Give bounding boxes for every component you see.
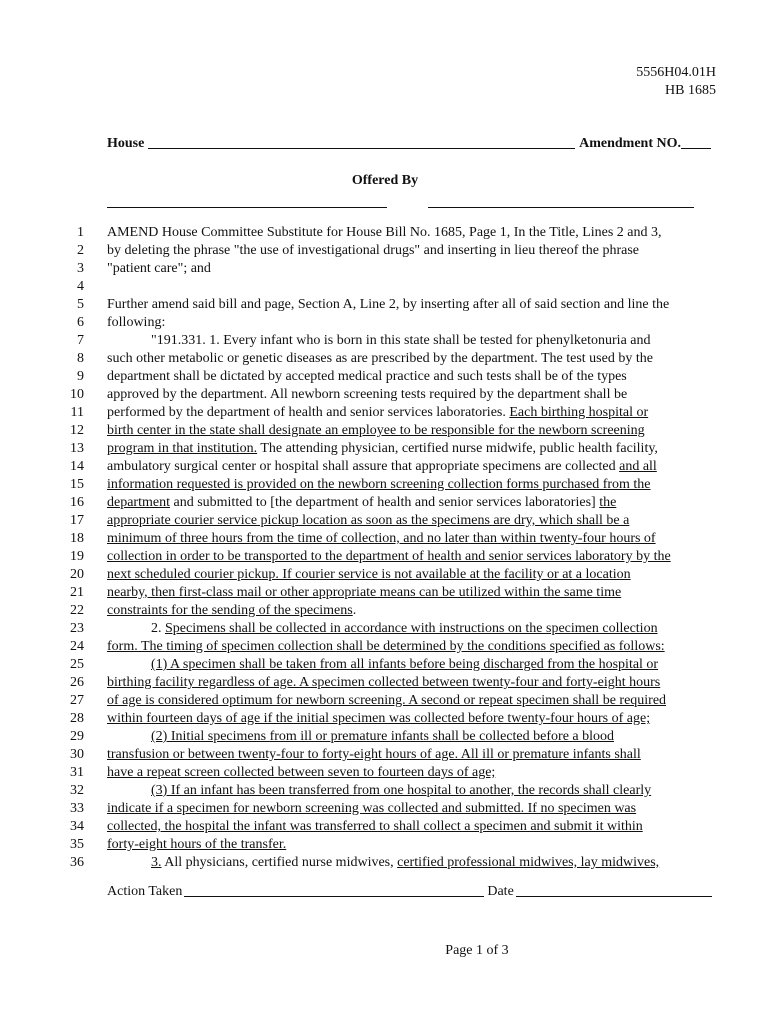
inserted-text-segment: (1) A specimen shall be taken from all infants before being discharged from the hospital or: [151, 657, 659, 672]
line-text: [107, 656, 717, 674]
document-line: [0, 494, 770, 512]
line-text: [107, 566, 717, 584]
document-line: [0, 242, 770, 260]
document-line: [0, 530, 770, 548]
document-line: [0, 422, 770, 440]
text-segment: such other metabolic or genetic diseases as are prescribed by the department. The test used by the: [107, 351, 653, 366]
offered-by-label: Offered By: [351, 173, 419, 188]
amendment-label: Amendment NO.: [579, 136, 681, 151]
document-line: [0, 782, 770, 800]
line-number: 17: [70, 513, 84, 528]
line-number: 24: [70, 639, 84, 654]
text-segment: following:: [107, 315, 166, 330]
line-text: [107, 638, 717, 656]
line-text: [107, 476, 717, 494]
document-line: [0, 638, 770, 656]
text-segment: ambulatory surgical center or hospital shall assure that appropriate specimens are collected: [107, 459, 620, 474]
inserted-text-segment: department: [107, 495, 170, 510]
line-text: [107, 602, 717, 620]
document-line: [0, 350, 770, 368]
inserted-text-segment: Specimens shall be collected in accordance with instructions on the specimen collection: [165, 621, 658, 636]
document-line: [0, 692, 770, 710]
document-line: [0, 368, 770, 386]
line-text: [107, 674, 717, 692]
document-line: [0, 584, 770, 602]
line-number: 18: [70, 531, 84, 546]
line-number: 25: [70, 657, 84, 672]
document-line: [0, 386, 770, 404]
line-text: [107, 368, 717, 386]
date-label: Date: [487, 884, 514, 899]
sponsor-signature-line-left: [107, 207, 387, 208]
action-taken-blank: [184, 884, 484, 897]
document-line: [0, 296, 770, 314]
bill-number: HB 1685: [665, 83, 716, 98]
house-label: House: [107, 136, 145, 151]
line-number: 36: [70, 855, 84, 870]
document-line: [0, 854, 770, 872]
house-amendment-row: [107, 136, 711, 153]
line-number: 32: [70, 783, 84, 798]
document-line: [0, 620, 770, 638]
document-line: [0, 404, 770, 422]
text-segment: by deleting the phrase "the use of investigational drugs" and inserting in lieu thereof the phrase: [107, 243, 640, 258]
inserted-text-segment: (3) If an infant has been transferred from one hospital to another, the records shall clearly: [151, 783, 652, 798]
line-text: [107, 854, 717, 872]
sponsor-signature-line-right: [428, 207, 694, 208]
line-text: [107, 350, 717, 368]
document-line: [0, 818, 770, 836]
document-line: [0, 278, 770, 296]
line-text: [107, 818, 717, 836]
line-number: 11: [70, 405, 84, 420]
text-segment: .: [352, 603, 357, 618]
inserted-text-segment: of age is considered optimum for newborn screening. A second or repeat specimen shall be required: [107, 693, 667, 708]
inserted-text-segment: constraints for the sending of the specimens: [107, 603, 353, 618]
text-segment: All physicians, certified nurse midwives,: [161, 855, 398, 870]
line-number: 29: [70, 729, 84, 744]
line-text: [107, 764, 717, 782]
line-number: 5: [77, 297, 84, 312]
inserted-text-segment: information requested is provided on the newborn screening collection forms purchased from the: [107, 477, 651, 492]
line-text: [107, 458, 717, 476]
text-segment: performed by the department of health and senior services laboratories.: [107, 405, 510, 420]
inserted-text-segment: birthing facility regardless of age. A specimen collected between twenty-four and forty-eight hours: [107, 675, 661, 690]
inserted-text-segment: the: [599, 495, 617, 510]
line-number: 2: [77, 243, 84, 258]
inserted-text-segment: (2) Initial specimens from ill or premature infants shall be collected before a blood: [151, 729, 615, 744]
line-number: 16: [70, 495, 84, 510]
document-line: [0, 440, 770, 458]
text-segment: Further amend said bill and page, Section A, Line 2, by inserting after all of said section and line the: [107, 297, 670, 312]
line-text: [107, 710, 717, 728]
line-text: [107, 386, 717, 404]
line-text: [107, 728, 717, 746]
amendment-body: [0, 224, 770, 872]
document-line: [0, 746, 770, 764]
document-line: [0, 728, 770, 746]
text-segment: The attending physician, certified nurse midwife, public health facility,: [257, 441, 658, 456]
line-number: 1: [77, 225, 84, 240]
line-text: [107, 530, 717, 548]
inserted-text-segment: within fourteen days of age if the initial specimen was collected before twenty-four hours of age;: [107, 711, 651, 726]
line-number: 21: [70, 585, 84, 600]
text-segment: 2.: [151, 621, 165, 636]
line-text: [107, 746, 717, 764]
text-segment: approved by the department. All newborn screening tests required by the department shall be: [107, 387, 628, 402]
document-number: 5556H04.01H: [636, 65, 716, 80]
document-line: [0, 548, 770, 566]
text-segment: "patient care"; and: [107, 261, 211, 276]
inserted-text-segment: certified professional midwives, lay midwives,: [397, 855, 660, 870]
line-number: 7: [77, 333, 84, 348]
document-line: [0, 836, 770, 854]
line-text: [107, 404, 717, 422]
line-number: 35: [70, 837, 84, 852]
line-number: 8: [77, 351, 84, 366]
document-line: [0, 260, 770, 278]
action-taken-label: Action Taken: [107, 884, 183, 899]
date-blank: [516, 884, 712, 897]
inserted-text-segment: collected, the hospital the infant was transferred to shall collect a specimen and submit it within: [107, 819, 643, 834]
inserted-text-segment: indicate if a specimen for newborn screening was collected and submitted. If no specimen was: [107, 801, 637, 816]
line-number: 4: [77, 279, 84, 294]
line-number: 20: [70, 567, 84, 582]
inserted-text-segment: next scheduled courier pickup. If courier service is not available at the facility or at a location: [107, 567, 631, 582]
document-line: [0, 332, 770, 350]
document-line: [0, 224, 770, 242]
line-number: 9: [77, 369, 84, 384]
line-text: [107, 440, 717, 458]
document-line: [0, 764, 770, 782]
inserted-text-segment: 3.: [151, 855, 162, 870]
line-number: 14: [70, 459, 84, 474]
line-number: 10: [70, 387, 84, 402]
line-number: 22: [70, 603, 84, 618]
line-text: [107, 800, 717, 818]
line-number: 15: [70, 477, 84, 492]
inserted-text-segment: Each birthing hospital or: [509, 405, 649, 420]
document-line: [0, 458, 770, 476]
line-number: 13: [70, 441, 84, 456]
inserted-text-segment: minimum of three hours from the time of collection, and no later than within twenty-four hours of: [107, 531, 656, 546]
line-text: [107, 242, 717, 260]
inserted-text-segment: appropriate courier service pickup location as soon as the specimens are dry, which shall be a: [107, 513, 630, 528]
amendment-number-blank: [681, 136, 711, 149]
house-blank-line: [148, 136, 575, 149]
document-line: [0, 314, 770, 332]
line-text: [107, 512, 717, 530]
action-taken-row: [107, 884, 715, 900]
line-number: 26: [70, 675, 84, 690]
inserted-text-segment: program in that institution.: [107, 441, 258, 456]
line-number: 30: [70, 747, 84, 762]
inserted-text-segment: and all: [619, 459, 657, 474]
inserted-text-segment: birth center in the state shall designate an employee to be responsible for the newborn screening: [107, 423, 645, 438]
line-text: [107, 836, 717, 854]
document-id-block: [636, 64, 716, 100]
document-line: [0, 674, 770, 692]
line-number: 27: [70, 693, 84, 708]
inserted-text-segment: nearby, then first-class mail or other appropriate means can be utilized within the same time: [107, 585, 622, 600]
text-segment: "191.331. 1. Every infant who is born in this state shall be tested for phenylketonuria and: [151, 333, 651, 348]
text-segment: and submitted to [the department of health and senior services laboratories]: [169, 495, 600, 510]
document-line: [0, 476, 770, 494]
line-text: [107, 494, 717, 512]
document-line: [0, 656, 770, 674]
inserted-text-segment: transfusion or between twenty-four to forty-eight hours of age. All ill or premature infants shall: [107, 747, 641, 762]
document-line: [0, 800, 770, 818]
line-number: 31: [70, 765, 84, 780]
document-line: [0, 710, 770, 728]
line-number: 28: [70, 711, 84, 726]
document-line: [0, 566, 770, 584]
line-number: 34: [70, 819, 84, 834]
page-number: Page 1 of 3: [445, 943, 509, 958]
inserted-text-segment: form. The timing of specimen collection shall be determined by the conditions specified as follows:: [107, 639, 665, 654]
line-text: [107, 314, 717, 332]
line-text: [107, 782, 717, 800]
inserted-text-segment: have a repeat screen collected between seven to fourteen days of age;: [107, 765, 496, 780]
line-text: [107, 584, 717, 602]
line-text: [107, 260, 717, 278]
line-text: [107, 620, 717, 638]
line-text: [107, 548, 717, 566]
line-number: 33: [70, 801, 84, 816]
line-number: 3: [77, 261, 84, 276]
line-number: 23: [70, 621, 84, 636]
text-segment: department shall be dictated by accepted medical practice and such tests shall be of the types: [107, 369, 627, 384]
line-number: 6: [77, 315, 84, 330]
line-number: 19: [70, 549, 84, 564]
inserted-text-segment: forty-eight hours of the transfer.: [107, 837, 287, 852]
line-text: [107, 422, 717, 440]
line-text: [107, 332, 717, 350]
line-number: 12: [70, 423, 84, 438]
document-line: [0, 512, 770, 530]
document-line: [0, 602, 770, 620]
line-text: [107, 224, 717, 242]
inserted-text-segment: collection in order to be transported to the department of health and senior services laboratory by the: [107, 549, 671, 564]
line-text: [107, 692, 717, 710]
line-text: [107, 296, 717, 314]
text-segment: AMEND House Committee Substitute for House Bill No. 1685, Page 1, In the Title, Lines 2 and 3,: [107, 225, 662, 240]
